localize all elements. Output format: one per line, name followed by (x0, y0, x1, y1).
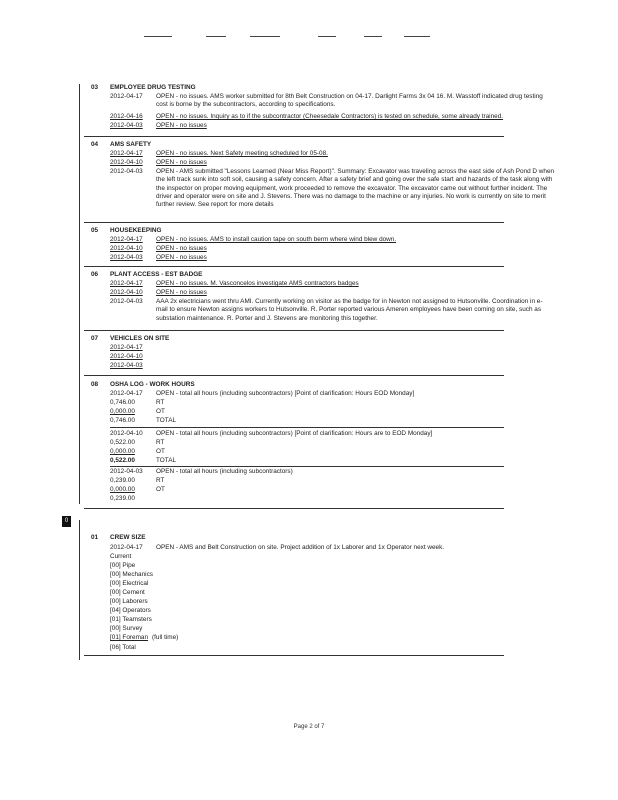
total-value: 0,746.00 (110, 417, 135, 424)
log-row (110, 298, 156, 306)
crew-item: [01] Teamsters (110, 616, 152, 623)
log-row (110, 113, 503, 121)
header-mark (250, 36, 280, 37)
rt-value: 0,239.00 (110, 477, 135, 484)
header-mark (404, 36, 430, 37)
header-mark (144, 36, 172, 37)
total-value: 0,239.00 (110, 495, 135, 502)
row-date: 2012-04-03 (110, 254, 143, 261)
total-value: 0,522.00 (110, 457, 135, 464)
log-row (110, 236, 396, 244)
row-text: OPEN - no issues. Next Safety meeting scheduled for 05-08. (156, 150, 328, 157)
section-number: 04 (91, 141, 99, 148)
row-date: 2012-04-17 (110, 93, 143, 100)
row-date: 2012-04-10 (110, 289, 143, 296)
crew-item: [00] Survey (110, 625, 143, 632)
section-marker: 0 (62, 516, 71, 527)
log-row (110, 344, 156, 352)
log-row (110, 544, 444, 552)
osha-ot-row (110, 408, 165, 416)
divider (84, 655, 504, 656)
divider (84, 266, 504, 267)
crew-item: [06] Total (110, 644, 136, 651)
row-text: OPEN - no issues (156, 122, 207, 129)
section-title: AMS SAFETY (110, 141, 152, 148)
log-row (110, 245, 207, 253)
rt-value: 0,746.00 (110, 399, 135, 406)
log-row (110, 362, 156, 370)
row-date: 2012-04-17 (110, 150, 143, 157)
section-number: 05 (91, 227, 99, 234)
row-date: 2012-04-03 (110, 362, 143, 369)
total-label: TOTAL (156, 457, 177, 464)
log-row (110, 353, 156, 361)
ot-label: OT (156, 448, 165, 455)
ot-value: 0,000.00 (110, 408, 135, 415)
row-date: 2012-04-17 (110, 236, 143, 243)
section-number: 03 (91, 84, 99, 91)
crew-item: [00] Mechanics (110, 571, 153, 578)
rt-label: RT (156, 439, 165, 446)
osha-total-row (110, 417, 176, 425)
rt-label: RT (156, 399, 165, 406)
osha-total-row (110, 457, 176, 465)
row-date: 2012-04-17 (110, 344, 143, 351)
log-row (110, 159, 207, 167)
section-number: 07 (91, 335, 99, 342)
crew-item: [00] Electrical (110, 580, 149, 587)
osha-ot-row (110, 486, 165, 494)
crew-item: [00] Laborers (110, 598, 148, 605)
row-date: 2012-04-16 (110, 113, 143, 120)
ot-value: 0,000.00 (110, 486, 135, 493)
total-label: TOTAL (156, 417, 177, 424)
osha-rt-row (110, 477, 164, 485)
log-row (110, 254, 207, 262)
header-mark (318, 36, 336, 37)
row-text: OPEN - no issues. AMS worker submitted for 8th Belt Construction on 04-17. Darlight Farms 3x 04 16. M. Wasstoff indicated drug testing cost is borne by the subcontractors, according to specifications. (156, 93, 543, 109)
row-date: 2012-04-10 (110, 245, 143, 252)
header-mark (206, 36, 226, 37)
foreman-note: (full time) (152, 634, 179, 641)
row-text: OPEN - AMS and Belt Construction on site. Project addition of 1x Laborer and 1x Operator next week. (156, 544, 445, 551)
divider (84, 330, 504, 331)
row-text: OPEN - no issues (156, 254, 207, 261)
rt-label: RT (156, 477, 165, 484)
row-date: 2012-04-17 (110, 544, 143, 551)
row-date: 2012-04-10 (110, 430, 143, 437)
section-title: CREW SIZE (110, 534, 146, 541)
log-row (110, 93, 156, 101)
osha-total-row (110, 495, 156, 503)
row-date: 2012-04-03 (110, 468, 143, 475)
row-text: OPEN - AMS submitted "Lessons Learned (Near Miss Report)". Summary: Excavator was traveling across the east side of Ash Pond D when the left track sunk into soft soil, causing a safety concern. After a safety brief and going over the safe start and hazards of the task along with the inspector on proper moving equipment, work proceeded to remove the excavator. The excavator came out without further incident. The driver and operator were on site and J. Stevens. There was no damage to the machine or any injuries. No work is currently on site to merit further review. See report for more details (156, 168, 555, 209)
row-date: 2012-04-03 (110, 122, 143, 129)
crew-item: [00] Pipe (110, 562, 136, 569)
row-text: OPEN - total all hours (including subcontractors) [Point of clarification: Hours are to EOD Monday] (156, 430, 433, 437)
header-mark (364, 36, 382, 37)
osha-rt-row (110, 399, 164, 407)
divider (110, 427, 504, 428)
row-date: 2012-04-03 (110, 298, 143, 305)
section-title: HOUSEKEEPING (110, 227, 162, 234)
divider (84, 136, 504, 137)
row-date: 2012-04-03 (110, 168, 143, 175)
row-date: 2012-04-10 (110, 159, 143, 166)
row-text: OPEN - total all hours (including subcontractors) (156, 468, 293, 475)
row-text: OPEN - no issues. M. Vasconcelos investigate AMS contractors badges (156, 280, 359, 287)
section-number: 08 (91, 381, 99, 388)
divider (84, 375, 504, 376)
row-text: AAA 2x electricians went thru AMI. Currently working on visitor as the badge for in Newton not assigned to Hutsonville. Coordination in e-mail to ensure Newton assigns workers to Hutsonville. R. Porter reported various Ameren employees have been coming on site, such as substation maintenance. R. Porter and J. Stevens are monitoring this together. (156, 298, 543, 322)
section-title: EMPLOYEE DRUG TESTING (110, 84, 196, 91)
divider (84, 508, 504, 509)
section-title: OSHA LOG - WORK HOURS (110, 381, 195, 388)
row-text: OPEN - no issues. AMS to install caution tape on south berm where wind blew down. (156, 236, 397, 243)
row-text: OPEN - no issues. Inquiry as to if the subcontractor (Cheesedale Contractors) is tested on schedule, some already trained. (156, 113, 504, 120)
osha-date-row (110, 468, 293, 476)
section-number: 06 (91, 271, 99, 278)
crew-item: [01] Foreman (110, 634, 149, 641)
log-row (110, 122, 207, 130)
ot-label: OT (156, 486, 165, 493)
row-text: OPEN - total all hours (including subcontractors) [Point of clarification: Hours EOD Monday] (156, 390, 415, 397)
section-number: 01 (91, 534, 99, 541)
section-title: PLANT ACCESS - EST BADGE (110, 271, 203, 278)
current-label: Current (110, 553, 132, 560)
osha-ot-row (110, 448, 165, 456)
osha-date-row (110, 390, 414, 398)
row-text: OPEN - no issues (156, 289, 207, 296)
rt-value: 0,522.00 (110, 439, 135, 446)
left-margin-line (79, 520, 80, 660)
crew-item: [04] Operators (110, 607, 151, 614)
log-row (110, 280, 359, 288)
row-date: 2012-04-17 (110, 280, 143, 287)
osha-date-row (110, 430, 432, 438)
row-date: 2012-04-10 (110, 353, 143, 360)
ot-label: OT (156, 408, 165, 415)
page-number: Page 2 of 7 (293, 724, 325, 730)
row-date: 2012-04-17 (110, 390, 143, 397)
crew-item: [00] Cement (110, 589, 145, 596)
row-text: OPEN - no issues (156, 245, 207, 252)
osha-rt-row (110, 439, 164, 447)
left-margin-line (79, 84, 80, 504)
log-row (110, 168, 156, 176)
ot-value: 0,000.00 (110, 448, 135, 455)
log-row (110, 150, 328, 158)
section-title: VEHICLES ON SITE (110, 335, 170, 342)
row-text: OPEN - no issues (156, 159, 207, 166)
log-row (110, 289, 207, 297)
divider (84, 222, 504, 223)
divider (110, 466, 504, 467)
